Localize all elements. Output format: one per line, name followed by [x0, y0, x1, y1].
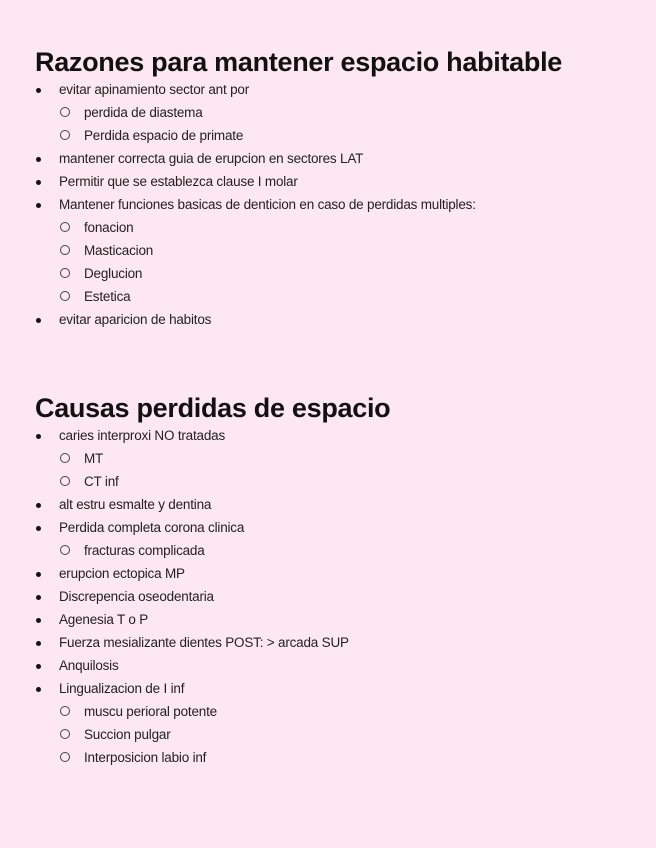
sub-list-item: fracturas complicada	[35, 539, 656, 562]
sub-list-item: Masticacion	[35, 239, 656, 262]
list-item: Lingualizacion de I inf	[35, 677, 656, 700]
list-item: Permitir que se establezca clause I molar	[35, 170, 656, 193]
section-heading: Causas perdidas de espacio	[35, 393, 391, 423]
list-item: alt estru esmalte y dentina	[35, 493, 656, 516]
sub-list-item: Perdida espacio de primate	[35, 124, 656, 147]
list-item: Mantener funciones basicas de denticion en caso de perdidas multiples:	[35, 193, 656, 216]
list-item: erupcion ectopica MP	[35, 562, 656, 585]
list-item: Discrepencia oseodentaria	[35, 585, 656, 608]
sub-list-item: MT	[35, 447, 656, 470]
list-item: caries interproxi NO tratadas	[35, 424, 656, 447]
list-item: mantener correcta guia de erupcion en sectores LAT	[35, 147, 656, 170]
sub-list-item: muscu perioral potente	[35, 700, 656, 723]
section-causas	[35, 392, 656, 769]
sub-list-item: CT inf	[35, 470, 656, 493]
sub-list-item: Interposicion labio inf	[35, 746, 656, 769]
sub-list-item: perdida de diastema	[35, 101, 656, 124]
section-razones	[35, 46, 656, 331]
bullet-list	[35, 424, 656, 769]
list-item: Fuerza mesializante dientes POST: > arcada SUP	[35, 631, 656, 654]
sub-list-item: Estetica	[35, 285, 656, 308]
list-item: evitar aparicion de habitos	[35, 308, 656, 331]
section-heading: Razones para mantener espacio habitable	[35, 47, 562, 77]
bullet-list	[35, 78, 656, 331]
list-item: Agenesia T o P	[35, 608, 656, 631]
list-item: evitar apinamiento sector ant por	[35, 78, 656, 101]
sub-list-item: Deglucion	[35, 262, 656, 285]
list-item: Anquilosis	[35, 654, 656, 677]
list-item: Perdida completa corona clinica	[35, 516, 656, 539]
sub-list-item: fonacion	[35, 216, 656, 239]
sub-list-item: Succion pulgar	[35, 723, 656, 746]
